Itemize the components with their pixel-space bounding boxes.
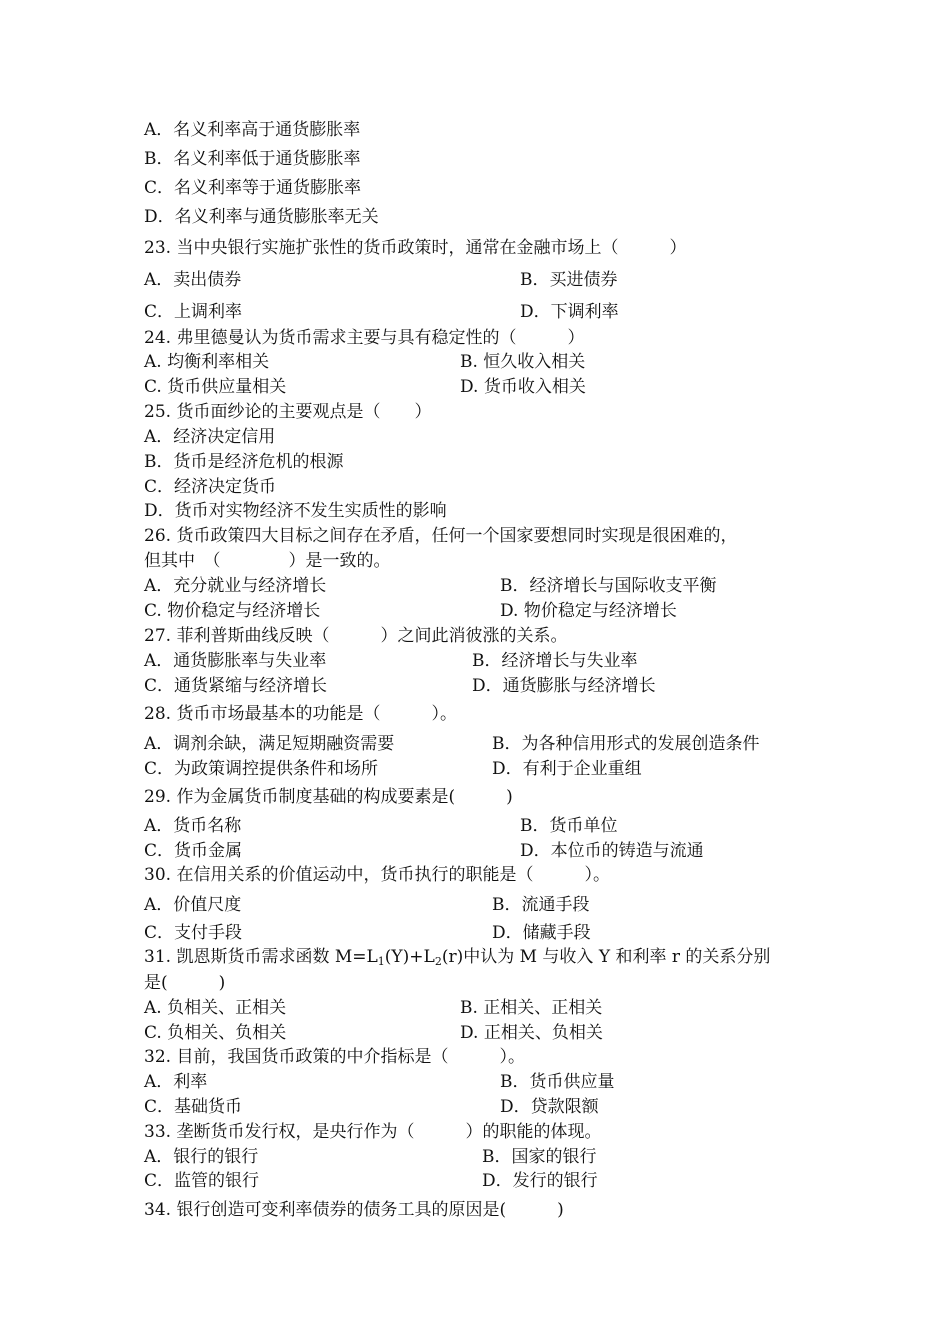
q27-option-a: A．通货膨胀率与失业率	[144, 651, 327, 671]
q28-stem: 28. 货币市场最基本的功能是（ ）。	[144, 704, 457, 724]
q24-option-a: A. 均衡利率相关	[144, 352, 270, 372]
q26-stem-line1: 26. 货币政策四大目标之间存在矛盾，任何一个国家要想同时实现是很困难的，	[144, 526, 738, 546]
q33-stem: 33. 垄断货币发行权，是央行作为（ ）的职能的体现。	[144, 1122, 602, 1142]
q32-option-c: C．基础货币	[144, 1097, 243, 1117]
q32-option-d: D．贷款限额	[500, 1097, 599, 1117]
q30-option-a: A．价值尺度	[144, 895, 242, 915]
q30-option-b: B．流通手段	[492, 895, 590, 915]
q23-stem: 23. 当中央银行实施扩张性的货币政策时，通常在金融市场上（ ）	[144, 238, 687, 258]
q22-option-c: C．名义利率等于通货膨胀率	[144, 178, 362, 198]
q25-option-a: A．经济决定信用	[144, 427, 276, 447]
q24-option-b: B. 恒久收入相关	[460, 352, 586, 372]
q24-stem: 24. 弗里德曼认为货币需求主要与具有稳定性的（ ）	[144, 328, 585, 348]
q25-option-d: D．货币对实物经济不发生实质性的影响	[144, 501, 447, 521]
q23-option-d: D．下调利率	[520, 302, 619, 322]
q29-option-d: D．本位币的铸造与流通	[520, 841, 704, 861]
q34-stem: 34. 银行创造可变利率债券的债务工具的原因是( )	[144, 1200, 564, 1220]
q30-stem: 30. 在信用关系的价值运动中，货币执行的职能是（ ）。	[144, 865, 610, 885]
q31-option-b: B. 正相关、正相关	[460, 998, 603, 1018]
q31-sub2: 2	[434, 955, 442, 968]
q29-option-b: B．货币单位	[520, 816, 618, 836]
q31-stem-line1	[144, 946, 770, 968]
q26-stem-line2: 但其中 （ ）是一致的。	[144, 551, 391, 571]
q31-stem-mid: (Y)+L	[384, 947, 435, 967]
q32-option-a: A．利率	[144, 1072, 208, 1092]
q24-option-d: D. 货币收入相关	[460, 377, 586, 397]
q32-option-b: B．货币供应量	[500, 1072, 615, 1092]
q29-option-a: A．货币名称	[144, 816, 242, 836]
q23-option-a: A．卖出债券	[144, 270, 242, 290]
q33-option-d: D．发行的银行	[482, 1171, 598, 1191]
q31-option-a: A. 负相关、正相关	[144, 998, 287, 1018]
q27-option-d: D．通货膨胀与经济增长	[472, 676, 656, 696]
q30-option-c: C．支付手段	[144, 923, 243, 943]
q28-option-b: B．为各种信用形式的发展创造条件	[492, 734, 760, 754]
q28-option-d: D．有利于企业重组	[492, 759, 642, 779]
q28-option-c: C．为政策调控提供条件和场所	[144, 759, 379, 779]
q25-option-b: B．货币是经济危机的根源	[144, 452, 344, 472]
q22-option-a: A．名义利率高于通货膨胀率	[144, 120, 361, 140]
q22-option-d: D．名义利率与通货膨胀率无关	[144, 207, 379, 227]
q25-stem: 25. 货币面纱论的主要观点是（ ）	[144, 402, 432, 422]
q30-option-d: D．储藏手段	[492, 923, 591, 943]
q32-stem: 32. 目前，我国货币政策的中介指标是（ ）。	[144, 1047, 525, 1067]
q27-option-c: C．通货紧缩与经济增长	[144, 676, 328, 696]
q26-option-d: D. 物价稳定与经济增长	[500, 601, 677, 621]
q31-option-d: D. 正相关、负相关	[460, 1023, 603, 1043]
q26-option-b: B．经济增长与国际收支平衡	[500, 576, 717, 596]
q29-option-c: C．货币金属	[144, 841, 243, 861]
q27-option-b: B．经济增长与失业率	[472, 651, 638, 671]
q31-stem-pre: 31. 凯恩斯货币需求函数 M=L	[144, 947, 378, 967]
q33-option-b: B．国家的银行	[482, 1147, 597, 1167]
q33-option-a: A．银行的银行	[144, 1147, 259, 1167]
q28-option-a: A．调剂余缺，满足短期融资需要	[144, 734, 395, 754]
q31-stem-line2: 是( )	[144, 973, 226, 993]
q26-option-c: C. 物价稳定与经济增长	[144, 601, 321, 621]
q31-sub1: 1	[377, 955, 385, 968]
q26-option-a: A．充分就业与经济增长	[144, 576, 327, 596]
q27-stem: 27. 菲利普斯曲线反映（ ）之间此消彼涨的关系。	[144, 626, 568, 646]
q25-option-c: C．经济决定货币	[144, 477, 277, 497]
q33-option-c: C．监管的银行	[144, 1171, 260, 1191]
q31-option-c: C. 负相关、负相关	[144, 1023, 287, 1043]
q23-option-c: C．上调利率	[144, 302, 243, 322]
q31-stem-post: (r)中认为 M 与收入 Y 和利率 r 的关系分别	[441, 947, 771, 967]
q22-option-b: B．名义利率低于通货膨胀率	[144, 149, 361, 169]
q23-option-b: B．买进债券	[520, 270, 618, 290]
q24-option-c: C. 货币供应量相关	[144, 377, 287, 397]
q29-stem: 29. 作为金属货币制度基础的构成要素是( )	[144, 787, 513, 807]
